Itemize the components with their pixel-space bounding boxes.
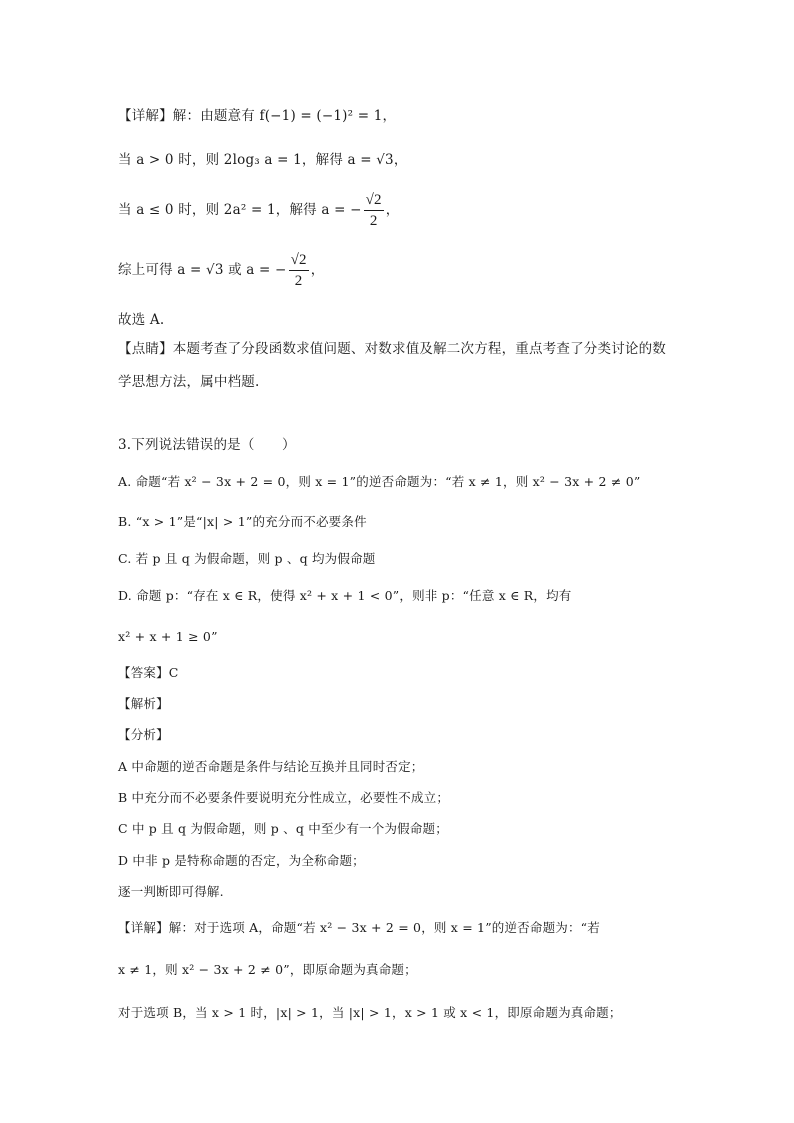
analysis-line-c: C 中 p 且 q 为假命题，则 p 、q 中至少有一个为假命题； [118, 821, 448, 836]
analysis-line-b: B 中充分而不必要条件要说明充分性成立，必要性不成立； [118, 790, 450, 805]
fraction-sqrt2-over-2 [289, 250, 309, 291]
option-b: B. “x > 1”是“|x| > 1”的充分而不必要条件 [118, 514, 367, 529]
line-3-tail: ， [385, 202, 400, 218]
answer-label: 【答案】C [118, 665, 179, 680]
analysis-line-a: A 中命题的逆否命题是条件与结论互换并且同时否定； [118, 759, 424, 774]
option-c: C. 若 p 且 q 为假命题，则 p 、q 均为假命题 [118, 551, 376, 566]
detail-line-3: 对于选项 B，当 x > 1 时，|x| > 1，当 |x| > 1，x > 1 或 x < 1，即原命题为真命题； [118, 1005, 622, 1020]
summary-text: 综上可得 a = √3 或 a = − [118, 262, 287, 278]
option-d-line-2: x² + x + 1 ≥ 0” [118, 629, 218, 644]
solution-detail-line-3 [118, 190, 399, 231]
choose-answer-line: 故选 A. [118, 312, 165, 328]
analysis-line-d: D 中非 p 是特称命题的否定，为全称命题； [118, 853, 365, 868]
option-a: A. 命题“若 x² − 3x + 2 = 0，则 x = 1”的逆否命题为：“若 x ≠ 1，则 x² − 3x + 2 ≠ 0” [118, 474, 641, 489]
comment-line-1: 【点睛】本题考查了分段函数求值问题、对数求值及解二次方程，重点考查了分类讨论的数 [118, 341, 666, 357]
question-3-stem: 3.下列说法错误的是（ ） [118, 437, 296, 453]
summary-tail: ， [310, 262, 325, 278]
solution-detail-line-1: 【详解】解：由题意有 f(−1) = (−1)² = 1， [118, 108, 397, 124]
comment-line-2: 学思想方法，属中档题. [118, 374, 260, 390]
analysis-sub-label: 【分析】 [118, 727, 169, 742]
analysis-conclusion: 逐一判断即可得解. [118, 884, 224, 899]
fraction-numerator: √2 [289, 250, 309, 271]
fraction-denominator: 2 [369, 213, 378, 229]
fraction-sqrt2-over-2 [364, 190, 384, 231]
line-3-text: 当 a ≤ 0 时，则 2a² = 1，解得 a = − [118, 202, 362, 218]
fraction-numerator: √2 [364, 190, 384, 211]
solution-detail-line-2: 当 a > 0 时，则 2log₃ a = 1，解得 a = √3， [118, 152, 408, 168]
detail-line-1: 【详解】解：对于选项 A，命题“若 x² − 3x + 2 = 0，则 x = 1”的逆否命题为：“若 [118, 920, 600, 935]
analysis-label: 【解析】 [118, 696, 169, 711]
option-d-line-1: D. 命题 p：“存在 x ∈ R，使得 x² + x + 1 < 0”，则非 p：“任意 x ∈ R，均有 [118, 588, 572, 603]
detail-line-2: x ≠ 1，则 x² − 3x + 2 ≠ 0”，即原命题为真命题； [118, 962, 417, 977]
solution-summary-line [118, 250, 324, 291]
fraction-denominator: 2 [294, 273, 303, 289]
